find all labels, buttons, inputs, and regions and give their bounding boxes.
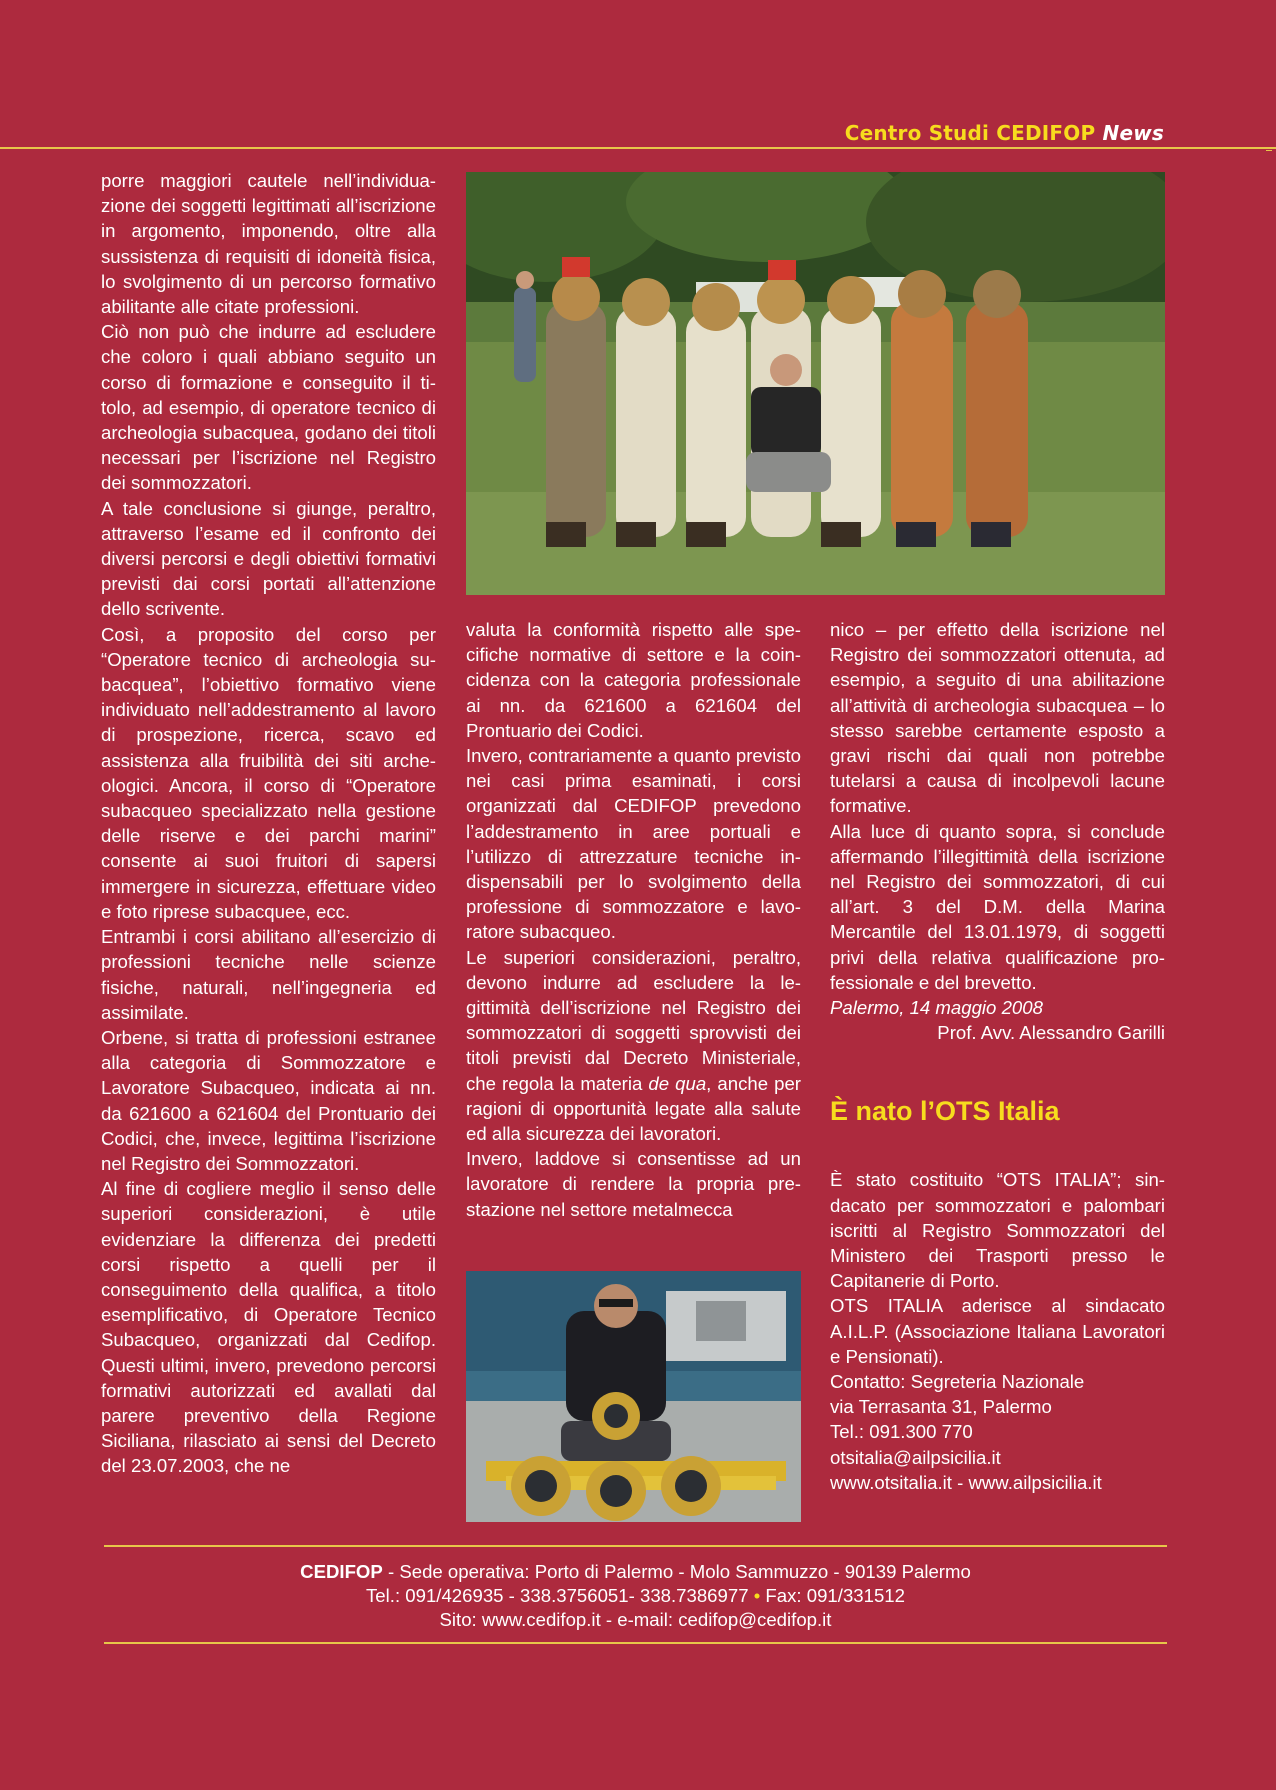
contact-websites: www.otsitalia.it - www.ailpsicilia.it	[830, 1471, 1102, 1493]
col2-paragraph-2: Invero, contrariamente a quanto previsto nei casi prima esaminati, i corsi organizzati dal CEDIFOP prevedono l’addestramento in aree portuali e l’utilizzo di attrezzature tecniche indispensabili per lo svolgimento della professione di sommozzatore e lavoratore subacqueo.	[466, 745, 801, 943]
signature-date: Palermo, 14 maggio 2008	[830, 997, 1043, 1019]
signature-author: Prof. Avv. Alessandro Garilli	[937, 1022, 1165, 1044]
header-rule-tick	[1266, 150, 1272, 151]
header-title-main: Centro Studi CEDIFOP	[844, 121, 1096, 145]
diver-helmets-photo	[466, 1271, 801, 1522]
article-column-2	[466, 617, 801, 1222]
footer-rule-top	[104, 1545, 1167, 1547]
footer-line-3: Sito: www.cedifop.it - e-mail: cedifop@cedifop.it	[439, 1609, 832, 1630]
col2-paragraph-3	[466, 945, 801, 1147]
footer-rule-bottom	[104, 1642, 1167, 1644]
col3-paragraph-2: Alla luce di quanto sopra, si conclude affermando l’illegittimità della iscrizione nel Registro dei sommozzatori, di cui all’art. 3 del D.M. della Marina Mercantile del 13.01.1979, di soggetti privi della relativa qualificazione professionale e del brevetto.	[830, 820, 1165, 993]
col1-paragraph-5: Entrambi i corsi abilitano all’esercizio di professioni tecniche nelle scienze fisiche, naturali, nell’ingegneria ed assimilate.	[101, 926, 436, 1023]
section-title-ots: È nato l’OTS Italia	[830, 1096, 1060, 1127]
header-title	[845, 121, 1164, 145]
footer	[104, 1560, 1167, 1632]
col2-p3-italic: de qua	[648, 1072, 707, 1094]
col1-paragraph-7: Al fine di cogliere meglio il senso delle superiori considerazioni, è utile evidenziare la differenza dei predetti corsi rispetto a quelli per il conseguimento della qualifica, a titolo esemplificativo, di Operatore Tecnico Subacqueo, organizzati dal Cedifop. Questi ultimi, invero, prevedono percorsi formativi autorizzati ed avallati dal parere preventivo della Regione Siciliana, rilasciato ai sensi del Decreto del 23.07.2003, che ne	[101, 1178, 436, 1477]
article-column-3	[830, 617, 1165, 1495]
contact-email: otsitalia@ailpsicilia.it	[830, 1446, 1001, 1468]
col2-paragraph-1: valuta la conformità rispetto alle specifiche normative di settore e la coincidenza con la categoria professionale ai nn. da 621600 a 621604 del Prontuario dei Codici.	[466, 619, 801, 741]
col2-paragraph-4: Invero, laddove si consentisse ad un lavoratore di rendere la propria prestazione nel settore metalmecca	[466, 1148, 801, 1220]
contact-line-3: Tel.: 091.300 770	[830, 1421, 973, 1443]
col1-paragraph-4: Così, a proposito del corso per “Operatore tecnico di archeologia subacquea”, l’obiettivo formativo viene individuato nell’addestramento al lavoro di prospezione, ricerca, scavo ed assistenza alla fruibilità dei siti archeologici. Ancora, il corso di “Operatore subacqueo specializzato nella gestione delle riserve e dei parchi marini” consente ai suoi fruitori di sapersi immergere in sicurezza, effettuare video e foto riprese subacquee, ecc.	[101, 623, 436, 922]
col1-paragraph-2: Ciò non può che indurre ad escludere che coloro i quali abbiano seguito un corso di formazione e conseguito il titolo, ad esempio, di operatore tecnico di archeologia subacquea, godano dei titoli necessari per l’iscrizione nel Registro dei sommozzatori.	[101, 321, 436, 494]
footer-org: CEDIFOP	[300, 1561, 383, 1582]
article-column-1	[101, 168, 436, 1479]
footer-bullet: •	[753, 1585, 761, 1606]
col3-paragraph-3: È stato costituito “OTS ITALIA”; sindacato per sommozzatori e palombari iscritti al Registro Sommozzatori del Ministero dei Trasporti presso le Capitanerie di Porto.	[830, 1169, 1165, 1292]
header-rule	[0, 147, 1276, 149]
col1-paragraph-1: porre maggiori cautele nell’individuazione dei soggetti legittimati all’iscrizione in argomento, imponendo, oltre alla sussistenza di requisiti di idoneità fisica, lo svolgimento di un percorso formativo abilitante alle citate professioni.	[101, 170, 436, 318]
header-title-news: News	[1102, 121, 1164, 145]
col1-paragraph-6: Orbene, si tratta di professioni estranee alla categoria di Sommozzatore e Lavoratore Subacqueo, indicata ai nn. da 621600 a 621604 del Prontuario dei Codici, che, invece, legittima l’iscrizione nel Registro dei Sommozzatori.	[101, 1026, 436, 1174]
col1-paragraph-3: A tale conclusione si giunge, peraltro, attraverso l’esame ed il confronto dei diversi percorsi e degli obiettivi formativi previsti dai corsi portati all’attenzione dello scrivente.	[101, 497, 436, 620]
footer-phones: Tel.: 091/426935 - 338.3756051- 338.7386977	[366, 1585, 749, 1606]
col2-p3-text-b: , anche per ragioni di opportunità legate alla salute ed alla sicurezza dei lavoratori.	[466, 1072, 801, 1145]
footer-line-2	[104, 1584, 1167, 1608]
footer-line-1	[104, 1560, 1167, 1584]
contact-line-1: Contatto: Segreteria Nazionale	[830, 1371, 1085, 1393]
col3-paragraph-4: OTS ITALIA aderisce al sindacato A.I.L.P. (Associazione Italiana Lavoratori e Pensionati).	[830, 1295, 1165, 1367]
contact-line-2: via Terrasanta 31, Palermo	[830, 1396, 1052, 1418]
footer-address: - Sede operativa: Porto di Palermo - Molo Sammuzzo - 90139 Palermo	[382, 1561, 971, 1582]
divers-group-photo	[466, 172, 1165, 595]
footer-fax: Fax: 091/331512	[765, 1585, 905, 1606]
col3-paragraph-1: nico – per effetto della iscrizione nel Registro dei sommozzatori ottenuta, ad esempio, a seguito di una abilitazione all’attività di archeologia subacquea – lo stesso sarebbe certamente esposto a gravi rischi dai quali non potrebbe tutelarsi a causa di incolpevoli lacune formative.	[830, 619, 1165, 817]
col2-p3-text-a: Le superiori considerazioni, peraltro, devono indurre ad escludere la legittimità dell’iscrizione nel Registro dei sommozzatori di soggetti sprovvisti dei titoli previsti dal Decreto Ministeriale, che regola la materia	[466, 946, 801, 1094]
